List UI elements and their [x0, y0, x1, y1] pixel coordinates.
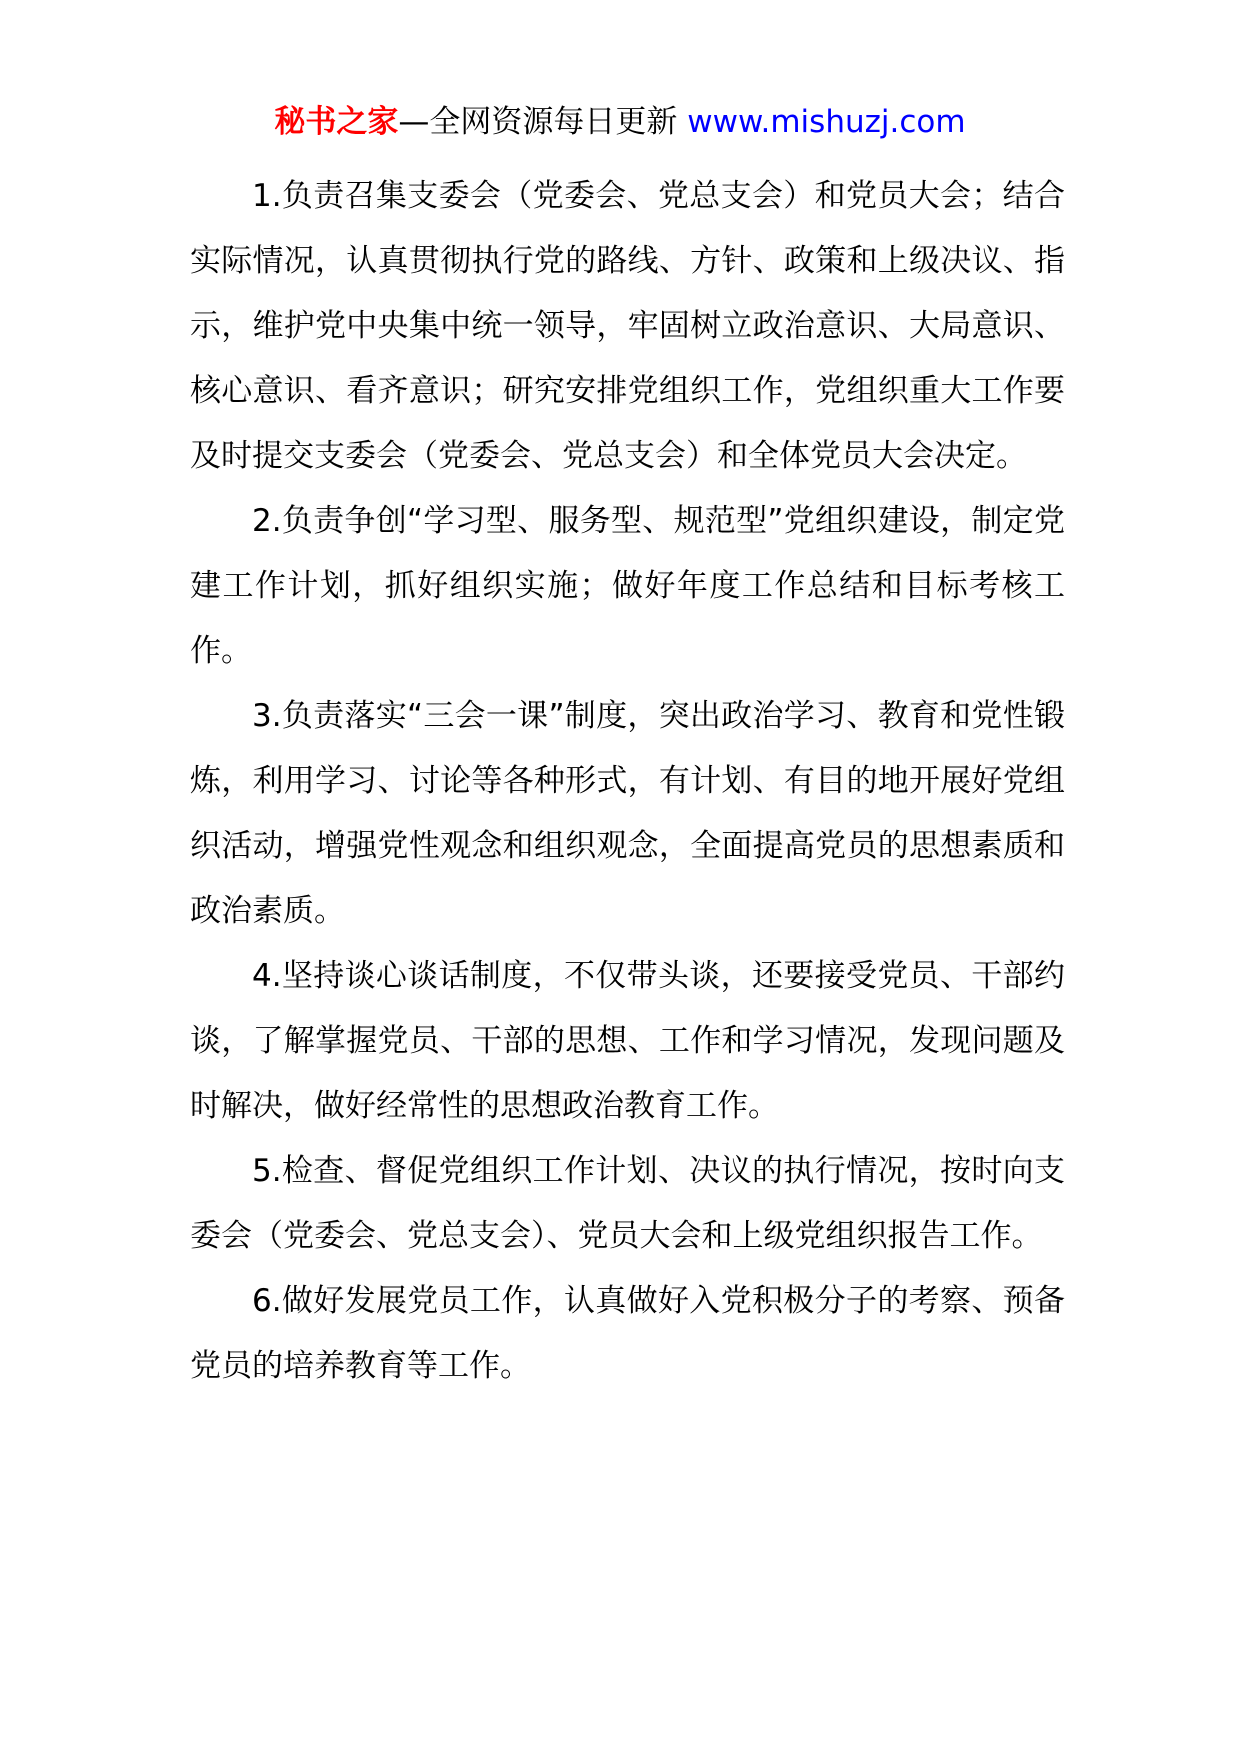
paragraph-6: 6.做好发展党员工作，认真做好入党积极分子的考察、预备党员的培养教育等工作。	[190, 1283, 1065, 1384]
header-slogan: —全网资源每日更新	[398, 104, 678, 140]
paragraph-2: 2.负责争创“学习型、服务型、规范型”党组织建设，制定党建工作计划，抓好组织实施；做好年度工作总结和目标考核工作。	[190, 503, 1065, 669]
page-header	[0, 98, 1240, 146]
paragraph-3: 3.负责落实“三会一课”制度，突出政治学习、教育和党性锻炼，利用学习、讨论等各种形式，有计划、有目的地开展好党组织活动，增强党性观念和组织观念，全面提高党员的思想素质和政治素质。	[190, 698, 1065, 929]
paragraph-1: 1.负责召集支委会（党委会、党总支会）和党员大会；结合实际情况，认真贯彻执行党的路线、方针、政策和上级决议、指示，维护党中央集中统一领导，牢固树立政治意识、大局意识、核心意识、看齐意识；研究安排党组织工作，党组织重大工作要及时提交支委会（党委会、党总支会）和全体党员大会决定。	[190, 178, 1065, 474]
document-body	[190, 164, 1065, 1399]
paragraph-5: 5.检查、督促党组织工作计划、决议的执行情况，按时向支委会（党委会、党总支会）、党员大会和上级党组织报告工作。	[190, 1153, 1065, 1254]
header-url-link[interactable]: www.mishuzj.com	[687, 104, 966, 140]
paragraph-4: 4.坚持谈心谈话制度，不仅带头谈，还要接受党员、干部约谈，了解掌握党员、干部的思想、工作和学习情况，发现问题及时解决，做好经常性的思想政治教育工作。	[190, 958, 1065, 1124]
brand-name: 秘书之家	[274, 104, 399, 140]
